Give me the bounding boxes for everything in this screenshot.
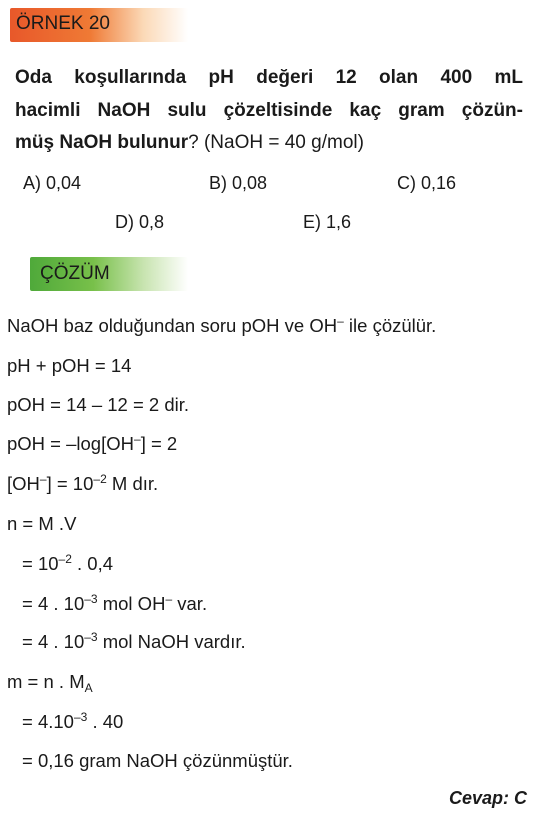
solution-line-5: n = M .V [7, 513, 77, 534]
option-d: D) 0,8 [115, 212, 165, 232]
solution-line-8-a: = 4 . 10 [22, 631, 85, 652]
solution-line-4-c: M dır. [106, 473, 159, 494]
solution-line-10-exp: –3 [73, 710, 88, 724]
solution-line-4 [7, 473, 158, 495]
solution-line-3-sup: – [134, 432, 141, 446]
question-line-3-bold: müş NaOH bulunur [15, 132, 189, 153]
solution-line-3-b: ] = 2 [140, 433, 178, 454]
solution-line-6-exp: –2 [58, 552, 72, 566]
solution-line-3-a: pOH = –log[OH [7, 433, 134, 454]
option-a: A) 0,04 [23, 173, 82, 193]
solution-intro-end: ile çözülür. [343, 315, 437, 336]
example-badge-label: ÖRNEK 20 [16, 13, 110, 34]
solution-intro-sup: – [337, 314, 344, 328]
solution-line-9-sub: A [84, 681, 93, 695]
solution-line-7-c: var. [172, 593, 208, 614]
solution-line-10-b: . 40 [87, 711, 124, 732]
solution-line-6 [22, 553, 113, 575]
solution-line-6-a: = 10 [22, 553, 59, 574]
solution-line-4-b: ] = 10 [46, 473, 94, 494]
question-line-1: Oda koşullarında pH değeri 12 olan 400 mL [15, 67, 523, 88]
option-e: E) 1,6 [303, 212, 352, 232]
solution-line-4-sup: – [39, 472, 47, 486]
solution-line-2: pOH = 14 – 12 = 2 dir. [7, 394, 190, 415]
question-line-3-rest: ? (NaOH = 40 g/mol) [188, 132, 364, 153]
solution-line-8-exp: –3 [84, 630, 98, 644]
solution-line-7-exp: –3 [84, 592, 98, 606]
option-c: C) 0,16 [397, 173, 457, 193]
solution-line-7-sup: – [165, 592, 173, 606]
question-line-3 [15, 131, 364, 155]
solution-intro-text: NaOH baz olduğundan soru pOH ve OH [7, 315, 338, 336]
solution-line-3 [7, 433, 177, 455]
solution-line-10-a: = 4.10 [22, 711, 74, 732]
solution-line-9 [7, 671, 93, 693]
solution-line-7 [22, 593, 207, 615]
solution-line-4-exp: –2 [93, 472, 107, 486]
question-line-2: hacimli NaOH sulu çözeltisinde kaç gram çözün- [15, 100, 523, 121]
answer-label: Cevap: C [448, 788, 527, 808]
solution-line-8 [22, 631, 246, 653]
solution-line-11: = 0,16 gram NaOH çözünmüştür. [22, 750, 293, 771]
solution-line-7-b: mol OH [97, 593, 166, 614]
solution-line-6-b: . 0,4 [71, 553, 114, 574]
solution-line-7-a: = 4 . 10 [22, 593, 85, 614]
solution-line-9-a: m = n . M [7, 671, 85, 692]
solution-badge-label: ÇÖZÜM [40, 263, 110, 284]
solution-intro [7, 315, 436, 337]
solution-line-1: pH + pOH = 14 [7, 355, 132, 376]
solution-line-8-b: mol NaOH vardır. [97, 631, 246, 652]
option-b: B) 0,08 [209, 173, 268, 193]
solution-line-4-a: [OH [7, 473, 40, 494]
solution-line-10 [22, 711, 123, 733]
